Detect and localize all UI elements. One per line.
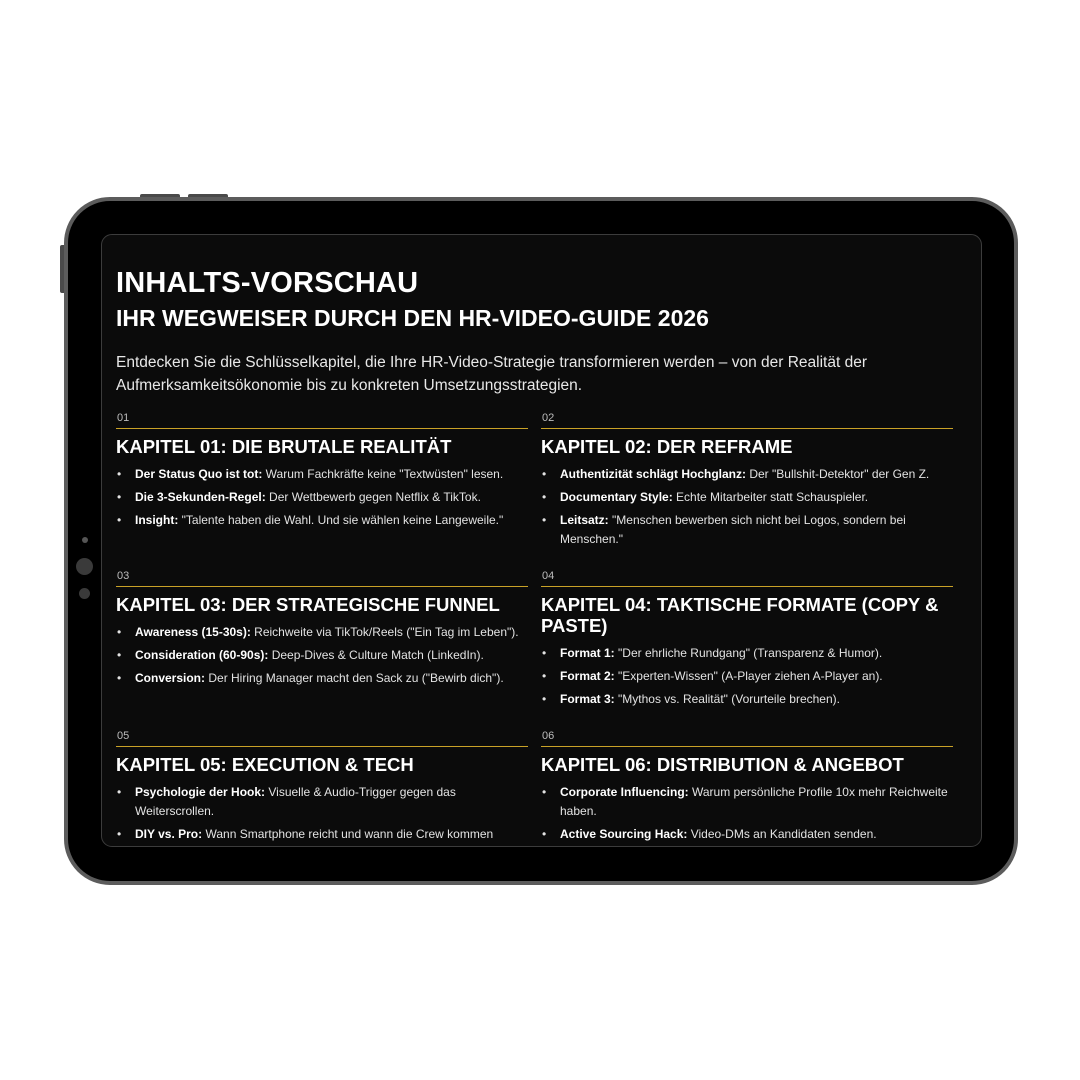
chapter-title: KAPITEL 06: DISTRIBUTION & ANGEBOT [541,754,904,775]
bullet-icon: • [542,785,547,799]
page-subtitle: IHR WEGWEISER DURCH DEN HR-VIDEO-GUIDE 2026 [116,305,709,331]
bullet-text: Wann Smartphone reicht und wann die Crew kommen [202,827,494,841]
chapter-title: KAPITEL 02: DER REFRAME [541,436,793,457]
camera-lens-icon [76,558,93,575]
chapter-card-01 [116,410,528,534]
chapter-number: 03 [117,570,130,582]
chapter-number: 04 [542,570,555,582]
bullet-item [116,623,528,642]
bullet-label: Conversion: [135,671,206,685]
chapter-card-04 [541,568,953,713]
bullet-text: Der Hiring Manager macht den Sack zu ("Bewirb dich"). [205,671,504,685]
bullet-text: "Der ehrliche Rundgang" (Transparenz & Humor). [614,646,883,660]
chapter-bullet-list [116,623,528,688]
bullet-text: Reichweite via TikTok/Reels ("Ein Tag im Leben"). [250,625,519,639]
bullet-item [116,465,528,484]
camera-sensor-icon [82,537,88,543]
chapter-divider [541,428,953,429]
chapter-bullet-list [541,465,953,549]
bullet-label: Active Sourcing Hack: [560,827,688,841]
bullet-text: Der "Bullshit-Detektor" der Gen Z. [746,467,930,481]
chapter-title: KAPITEL 04: TAKTISCHE FORMATE (COPY & PASTE) [541,594,939,636]
bullet-label: Psychologie der Hook: [135,785,266,799]
bullet-item [116,646,528,665]
bullet-label: Consideration (60-90s): [135,648,269,662]
bullet-label: Format 3: [560,692,615,706]
chapter-card-02 [541,410,953,553]
chapter-divider [116,746,528,747]
chapter-number: 05 [117,730,130,742]
bullet-text: Video-DMs an Kandidaten senden. [687,827,877,841]
bullet-item [116,488,528,507]
bullet-item [116,825,528,844]
camera-flash-icon [79,588,90,599]
bullet-text: Echte Mitarbeiter statt Schauspieler. [672,490,869,504]
bullet-item [541,690,953,709]
bullet-icon: • [117,785,122,799]
chapter-number: 01 [117,412,130,424]
chapter-title: KAPITEL 05: EXECUTION & TECH [116,754,414,775]
chapter-card-05 [116,728,528,847]
chapter-card-06 [541,728,953,847]
bullet-text: Warum persönliche Profile 10x mehr Reichweite haben. [560,785,948,818]
bullet-icon: • [117,467,122,481]
bullet-icon: • [117,671,122,685]
bullet-item [116,783,528,821]
bullet-icon: • [117,490,122,504]
chapter-divider [541,586,953,587]
bullet-icon: • [117,827,122,841]
bullet-icon: • [542,646,547,660]
bullet-item [116,511,528,530]
chapter-number: 06 [542,730,555,742]
bullet-text: Deep-Dives & Culture Match (LinkedIn). [268,648,484,662]
chapter-divider [541,746,953,747]
chapter-divider [116,428,528,429]
bullet-item [541,667,953,686]
bullet-item [541,488,953,507]
tablet-screen [101,234,982,847]
bullet-text: "Talente haben die Wahl. Und sie wählen keine Langeweile." [178,513,504,527]
chapter-bullet-list [541,783,953,844]
bullet-label: Awareness (15-30s): [135,625,251,639]
bullet-item [116,669,528,688]
bullet-label: Format 2: [560,669,615,683]
bullet-item [541,783,953,821]
bullet-icon: • [542,513,547,527]
bullet-item [541,465,953,484]
chapter-divider [116,586,528,587]
bullet-item [541,825,953,844]
bullet-icon: • [542,490,547,504]
bullet-label: Documentary Style: [560,490,673,504]
bullet-icon: • [542,669,547,683]
bullet-label: Die 3-Sekunden-Regel: [135,490,266,504]
bullet-item [541,644,953,663]
bullet-icon: • [117,625,122,639]
bullet-text: "Menschen bewerben sich nicht bei Logos, sondern bei Menschen." [560,513,906,546]
bullet-label: Der Status Quo ist tot: [135,467,263,481]
bullet-text: "Mythos vs. Realität" (Vorurteile brechen). [614,692,840,706]
chapter-title: KAPITEL 03: DER STRATEGISCHE FUNNEL [116,594,500,615]
intro-text: Entdecken Sie die Schlüsselkapitel, die Ihre HR-Video-Strategie transformieren werden – von der Realität der Aufmerksamkeitsökonomie bis zu konkreten Umsetzungsstrategien. [116,354,868,394]
bullet-label: Corporate Influencing: [560,785,689,799]
bullet-label: DIY vs. Pro: [135,827,203,841]
bullet-text: Warum Fachkräfte keine "Textwüsten" lesen. [262,467,504,481]
bullet-label: Format 1: [560,646,615,660]
chapter-bullet-list [541,644,953,709]
bullet-label: Authentizität schlägt Hochglanz: [560,467,746,481]
bullet-icon: • [117,648,122,662]
bullet-label: Insight: [135,513,179,527]
bullet-icon: • [542,827,547,841]
bullet-text: Der Wettbewerb gegen Netflix & TikTok. [265,490,481,504]
chapter-number: 02 [542,412,555,424]
bullet-text: "Experten-Wissen" (A-Player ziehen A-Player an). [614,669,883,683]
chapter-bullet-list [116,465,528,530]
bullet-icon: • [542,467,547,481]
chapter-bullet-list [116,783,528,844]
bullet-label: Leitsatz: [560,513,609,527]
page-title: INHALTS-VORSCHAU [116,267,419,299]
chapter-title: KAPITEL 01: DIE BRUTALE REALITÄT [116,436,452,457]
bullet-text: Visuelle & Audio-Trigger gegen das Weiterscrollen. [135,785,456,818]
bullet-icon: • [542,692,547,706]
bullet-item [541,511,953,549]
bullet-icon: • [117,513,122,527]
chapter-card-03 [116,568,528,692]
